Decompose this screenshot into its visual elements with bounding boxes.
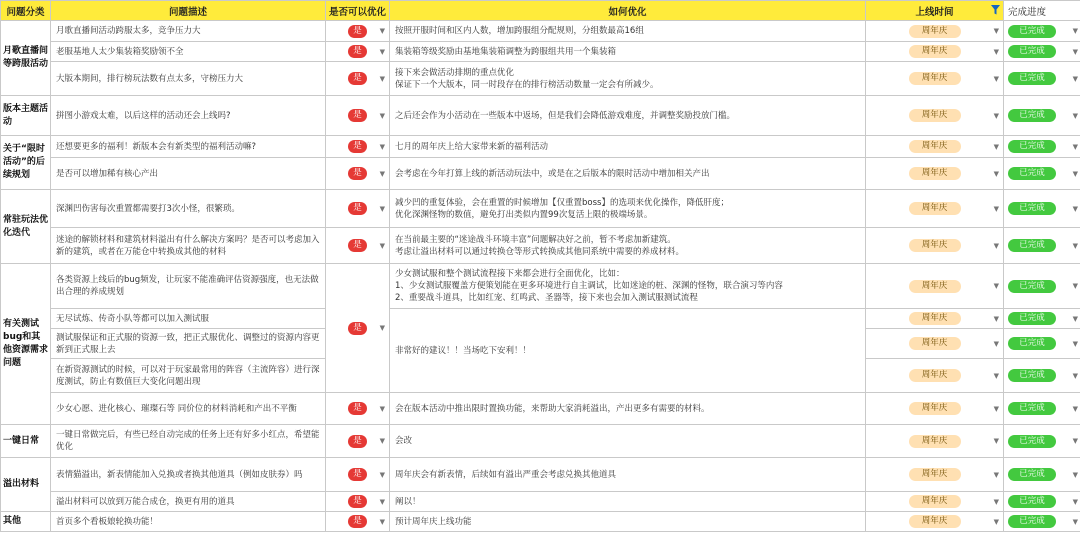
chevron-down-icon[interactable]: ▼: [993, 169, 999, 178]
progress-pill: 已完成: [1008, 515, 1056, 528]
progress-select[interactable]: [1004, 228, 1080, 264]
launch-pill: 周年庆: [909, 45, 961, 58]
launch-pill: 周年庆: [909, 369, 961, 382]
description-cell[interactable]: 迷途的解锁材料和建筑材料溢出有什么解决方案吗？是否可以考虑加入新的建筑，或者在万能仓中转换成其他的材料: [51, 228, 326, 264]
chevron-down-icon[interactable]: ▼: [993, 241, 999, 250]
progress-pill: 已完成: [1008, 402, 1056, 415]
chevron-down-icon[interactable]: ▼: [1072, 497, 1078, 506]
chevron-down-icon[interactable]: ▼: [379, 324, 385, 332]
progress-select[interactable]: [1004, 359, 1080, 393]
optimize-pill: 是: [348, 495, 367, 508]
chevron-down-icon[interactable]: ▼: [993, 111, 999, 120]
progress-select[interactable]: [1004, 309, 1080, 329]
header-how[interactable]: 如何优化: [390, 1, 866, 21]
chevron-down-icon[interactable]: ▼: [993, 282, 999, 290]
description-cell[interactable]: 少女心愿、进化核心、璀璨石等 同价位的材料消耗和产出不平衡: [51, 393, 326, 425]
description-cell[interactable]: 在新资源测试的时候，可以对于玩家最常用的阵容（主流阵容）进行深度测试，防止有数值巨大变化问题出现: [51, 359, 326, 393]
chevron-down-icon[interactable]: ▼: [379, 74, 385, 83]
progress-select[interactable]: [1004, 62, 1080, 96]
launch-pill: 周年庆: [909, 239, 961, 252]
table-row: [1, 309, 1080, 329]
header-row: [1, 1, 1080, 21]
optimize-select[interactable]: [326, 96, 390, 136]
header-launch-label: 上线时间: [915, 6, 954, 18]
how-cell[interactable]: 在当前最主要的“迷途战斗环境丰富”问题解决好之前，暂不考虑加新建筑。 考虑让溢出材料可以通过转换仓等形式转换成其他同系统中需要的养成材料。: [390, 228, 866, 264]
launch-pill: 周年庆: [909, 202, 961, 215]
progress-select[interactable]: [1004, 458, 1080, 492]
progress-pill: 已完成: [1008, 468, 1056, 481]
launch-select[interactable]: [866, 512, 1004, 532]
optimize-pill: 是: [348, 72, 367, 85]
optimize-select[interactable]: [326, 425, 390, 458]
how-cell[interactable]: 少女测试服和整个测试流程接下来都会进行全面优化，比如： 1、少女测试服覆盖方便策划能在更多环境进行自主调试，比如迷途的桩、深渊的怪物，联合演习等内容 2、重要战斗道具，比如红宠、红鸣武、圣器等，接下来也会加入测试服测试流程: [390, 264, 866, 309]
progress-select[interactable]: [1004, 329, 1080, 359]
chevron-down-icon[interactable]: ▼: [379, 241, 385, 250]
description-cell[interactable]: 表情猫溢出，新表情能加入兑换或者换其他道具（例如皮肤券）吗: [51, 458, 326, 492]
launch-select[interactable]: [866, 309, 1004, 329]
chevron-down-icon[interactable]: ▼: [993, 314, 999, 323]
chevron-down-icon[interactable]: ▼: [1072, 27, 1078, 35]
chevron-down-icon[interactable]: ▼: [993, 74, 999, 83]
progress-pill: 已完成: [1008, 435, 1056, 448]
how-cell[interactable]: 非常好的建议！！当场吃下安利！！: [390, 309, 866, 393]
launch-select[interactable]: [866, 62, 1004, 96]
progress-pill: 已完成: [1008, 167, 1056, 180]
optimize-pill: 是: [348, 25, 367, 38]
description-cell[interactable]: 首页多个看板娘轮换功能！: [51, 512, 326, 532]
launch-select[interactable]: [866, 329, 1004, 359]
optimize-select[interactable]: [326, 21, 390, 42]
chevron-down-icon[interactable]: ▼: [1072, 470, 1078, 479]
launch-select[interactable]: [866, 228, 1004, 264]
launch-select[interactable]: [866, 492, 1004, 512]
progress-pill: 已完成: [1008, 312, 1056, 325]
progress-select[interactable]: [1004, 42, 1080, 62]
how-cell[interactable]: 七月的周年庆上给大家带来新的福利活动: [390, 136, 866, 158]
chevron-down-icon[interactable]: ▼: [379, 470, 385, 479]
optimize-pill: 是: [348, 239, 367, 252]
category-cell: 其他: [1, 512, 51, 532]
how-cell[interactable]: 阐以！: [390, 492, 866, 512]
chevron-down-icon[interactable]: ▼: [1072, 314, 1078, 323]
progress-select[interactable]: [1004, 492, 1080, 512]
chevron-down-icon[interactable]: ▼: [1072, 339, 1078, 348]
chevron-down-icon[interactable]: ▼: [1072, 169, 1078, 178]
progress-pill: 已完成: [1008, 495, 1056, 508]
launch-select[interactable]: [866, 425, 1004, 458]
optimize-pill: 是: [348, 468, 367, 481]
category-cell: 一键日常: [1, 425, 51, 458]
progress-pill: 已完成: [1008, 369, 1056, 382]
chevron-down-icon[interactable]: ▼: [379, 142, 385, 151]
header-can-optimize[interactable]: 是否可以优化: [326, 1, 390, 21]
launch-select[interactable]: [866, 393, 1004, 425]
table-row: [1, 492, 1080, 512]
category-cell: 常驻玩法优化迭代: [1, 190, 51, 264]
chevron-down-icon[interactable]: ▼: [993, 27, 999, 35]
progress-pill: 已完成: [1008, 239, 1056, 252]
chevron-down-icon[interactable]: ▼: [379, 517, 385, 526]
chevron-down-icon[interactable]: ▼: [1072, 47, 1078, 56]
chevron-down-icon[interactable]: ▼: [1072, 241, 1078, 250]
launch-pill: 周年庆: [909, 312, 961, 325]
launch-select[interactable]: [866, 96, 1004, 136]
how-cell[interactable]: 预计周年庆上线功能: [390, 512, 866, 532]
table-row: [1, 21, 1080, 42]
launch-select[interactable]: [866, 359, 1004, 393]
chevron-down-icon[interactable]: ▼: [1072, 371, 1078, 380]
how-cell[interactable]: 接下来会做活动排期的重点优化 保证下一个大版本，同一时段存在的排行榜活动数量一定会有所减少。: [390, 62, 866, 96]
progress-pill: 已完成: [1008, 202, 1056, 215]
chevron-down-icon[interactable]: ▼: [1072, 517, 1078, 526]
how-cell[interactable]: 之后还会作为小活动在一些版本中返场，但是我们会降低游戏难度，并调整奖励投放门槛。: [390, 96, 866, 136]
progress-pill: 已完成: [1008, 25, 1056, 38]
launch-pill: 周年庆: [909, 402, 961, 415]
table-row: [1, 42, 1080, 62]
chevron-down-icon[interactable]: ▼: [993, 371, 999, 380]
optimize-pill: 是: [348, 109, 367, 122]
optimize-pill: 是: [348, 140, 367, 153]
chevron-down-icon[interactable]: ▼: [993, 437, 999, 445]
table-row: [1, 62, 1080, 96]
chevron-down-icon[interactable]: ▼: [993, 517, 999, 526]
table-row: [1, 190, 1080, 228]
chevron-down-icon[interactable]: ▼: [379, 169, 385, 178]
header-category[interactable]: 问题分类: [1, 1, 51, 21]
progress-select[interactable]: [1004, 190, 1080, 228]
table-row: [1, 512, 1080, 532]
progress-select[interactable]: [1004, 96, 1080, 136]
chevron-down-icon[interactable]: ▼: [379, 404, 385, 413]
chevron-down-icon[interactable]: ▼: [993, 47, 999, 56]
optimize-select[interactable]: [326, 393, 390, 425]
header-launch[interactable]: [866, 1, 1004, 21]
description-cell[interactable]: 拼图小游戏太难，以后这样的活动还会上线吗?: [51, 96, 326, 136]
launch-select[interactable]: [866, 42, 1004, 62]
how-cell[interactable]: 会在版本活动中推出限时置换功能，来帮助大家消耗溢出，产出更多有需要的材料。: [390, 393, 866, 425]
description-cell[interactable]: 还想要更多的福利！新版本会有新类型的福利活动嘛?: [51, 136, 326, 158]
progress-pill: 已完成: [1008, 45, 1056, 58]
filter-icon[interactable]: [990, 5, 1000, 16]
how-cell[interactable]: 会改: [390, 425, 866, 458]
description-cell[interactable]: 各类资源上线后的bug频发，让玩家不能准确评估资源强度，也无法做出合理的养成规划: [51, 264, 326, 309]
optimize-select[interactable]: [326, 492, 390, 512]
how-cell[interactable]: 周年庆会有新表情，后续如有溢出严重会考虑兑换其他道具: [390, 458, 866, 492]
progress-select[interactable]: [1004, 512, 1080, 532]
table-row: [1, 136, 1080, 158]
progress-pill: 已完成: [1008, 109, 1056, 122]
how-cell[interactable]: 会考虑在今年打算上线的新活动玩法中，或是在之后版本的限时活动中增加相关产出: [390, 158, 866, 190]
table-row: [1, 264, 1080, 309]
launch-select[interactable]: [866, 458, 1004, 492]
optimize-select[interactable]: [326, 158, 390, 190]
optimize-pill: 是: [348, 402, 367, 415]
chevron-down-icon[interactable]: ▼: [379, 437, 385, 445]
chevron-down-icon[interactable]: ▼: [379, 497, 385, 506]
chevron-down-icon[interactable]: ▼: [993, 404, 999, 413]
progress-select[interactable]: [1004, 158, 1080, 190]
description-cell[interactable]: 深渊凹伤害每次重置都需要打3次小怪，很繁琐。: [51, 190, 326, 228]
launch-select[interactable]: [866, 190, 1004, 228]
optimize-select[interactable]: [326, 136, 390, 158]
progress-select[interactable]: [1004, 136, 1080, 158]
optimize-pill: 是: [348, 515, 367, 528]
launch-pill: 周年庆: [909, 337, 961, 350]
progress-pill: 已完成: [1008, 337, 1056, 350]
optimize-select[interactable]: [326, 458, 390, 492]
optimize-select[interactable]: [326, 42, 390, 62]
category-cell: 版本主题活动: [1, 96, 51, 136]
progress-pill: 已完成: [1008, 140, 1056, 153]
description-cell[interactable]: 月歌直播间活动跨服太多，竞争压力大: [51, 21, 326, 42]
description-cell[interactable]: 一键日常做完后，有些已经自动完成的任务上还有好多小红点，希望能优化: [51, 425, 326, 458]
launch-pill: 周年庆: [909, 72, 961, 85]
launch-select[interactable]: [866, 158, 1004, 190]
launch-pill: 周年庆: [909, 109, 961, 122]
launch-pill: 周年庆: [909, 495, 961, 508]
chevron-down-icon[interactable]: ▼: [379, 27, 385, 35]
launch-pill: 周年庆: [909, 140, 961, 153]
launch-select[interactable]: [866, 21, 1004, 42]
progress-select[interactable]: [1004, 425, 1080, 458]
optimize-pill: 是: [348, 435, 367, 448]
launch-pill: 周年庆: [909, 468, 961, 481]
table-row: [1, 158, 1080, 190]
table-row: [1, 228, 1080, 264]
optimize-pill: 是: [348, 322, 367, 335]
how-cell[interactable]: 按照开服时间和区内人数，增加跨服组分配规则，分组数最高16组: [390, 21, 866, 42]
optimize-select[interactable]: [326, 62, 390, 96]
chevron-down-icon[interactable]: ▼: [379, 204, 385, 213]
description-cell[interactable]: 大版本期间，排行榜玩法数有点太多，守榜压力大: [51, 62, 326, 96]
chevron-down-icon[interactable]: ▼: [993, 204, 999, 213]
chevron-down-icon[interactable]: ▼: [1072, 204, 1078, 213]
progress-select[interactable]: [1004, 393, 1080, 425]
chevron-down-icon[interactable]: ▼: [993, 470, 999, 479]
optimize-select[interactable]: [326, 228, 390, 264]
progress-pill: 已完成: [1008, 72, 1056, 85]
optimize-pill: 是: [348, 202, 367, 215]
description-cell[interactable]: 是否可以增加稀有核心产出: [51, 158, 326, 190]
optimize-select[interactable]: [326, 190, 390, 228]
header-description[interactable]: 问题描述: [51, 1, 326, 21]
category-cell: 溢出材料: [1, 458, 51, 512]
chevron-down-icon[interactable]: ▼: [1072, 282, 1078, 290]
description-cell[interactable]: 溢出材料可以放到万能合成仓，换更有用的道具: [51, 492, 326, 512]
description-cell[interactable]: 老服基地人太少集装箱奖励领不全: [51, 42, 326, 62]
chevron-down-icon[interactable]: ▼: [1072, 404, 1078, 413]
table-row: [1, 425, 1080, 458]
chevron-down-icon[interactable]: ▼: [993, 142, 999, 151]
header-progress[interactable]: 完成进度: [1004, 1, 1080, 21]
launch-pill: 周年庆: [909, 435, 961, 448]
launch-pill: 周年庆: [909, 25, 961, 38]
chevron-down-icon[interactable]: ▼: [1072, 142, 1078, 151]
table-row: [1, 393, 1080, 425]
category-cell: 关于“限时活动”的后续规划: [1, 136, 51, 190]
optimize-select[interactable]: [326, 264, 390, 393]
how-cell[interactable]: 减少凹的重复体验，会在重置的时候增加【仅重置boss】的选项来优化操作，降低肝度； 优化深渊怪物的数值，避免打出类似内置99次复活上限的极端场景。: [390, 190, 866, 228]
chevron-down-icon[interactable]: ▼: [379, 47, 385, 56]
category-cell: 有关测试bug和其他资源需求问题: [1, 264, 51, 425]
how-cell[interactable]: 集装箱等级奖励由基地集装箱调整为跨服组共用一个集装箱: [390, 42, 866, 62]
category-cell: 月歌直播间等跨服活动: [1, 21, 51, 96]
chevron-down-icon[interactable]: ▼: [993, 497, 999, 506]
chevron-down-icon[interactable]: ▼: [1072, 74, 1078, 83]
launch-select[interactable]: [866, 264, 1004, 309]
description-cell[interactable]: 无尽试炼、传奇小队等都可以加入测试服: [51, 309, 326, 329]
table-row: [1, 96, 1080, 136]
optimize-pill: 是: [348, 167, 367, 180]
progress-select[interactable]: [1004, 21, 1080, 42]
chevron-down-icon[interactable]: ▼: [993, 339, 999, 348]
table-row: [1, 458, 1080, 492]
launch-select[interactable]: [866, 136, 1004, 158]
optimize-select[interactable]: [326, 512, 390, 532]
chevron-down-icon[interactable]: ▼: [1072, 111, 1078, 120]
progress-select[interactable]: [1004, 264, 1080, 309]
chevron-down-icon[interactable]: ▼: [1072, 437, 1078, 445]
chevron-down-icon[interactable]: ▼: [379, 111, 385, 120]
launch-pill: 周年庆: [909, 280, 961, 293]
launch-pill: 周年庆: [909, 515, 961, 528]
launch-pill: 周年庆: [909, 167, 961, 180]
progress-pill: 已完成: [1008, 280, 1056, 293]
optimize-pill: 是: [348, 45, 367, 58]
description-cell[interactable]: 测试服保证和正式服的资源一致，把正式服优化、调整过的资源内容更新到正式服上去: [51, 329, 326, 359]
